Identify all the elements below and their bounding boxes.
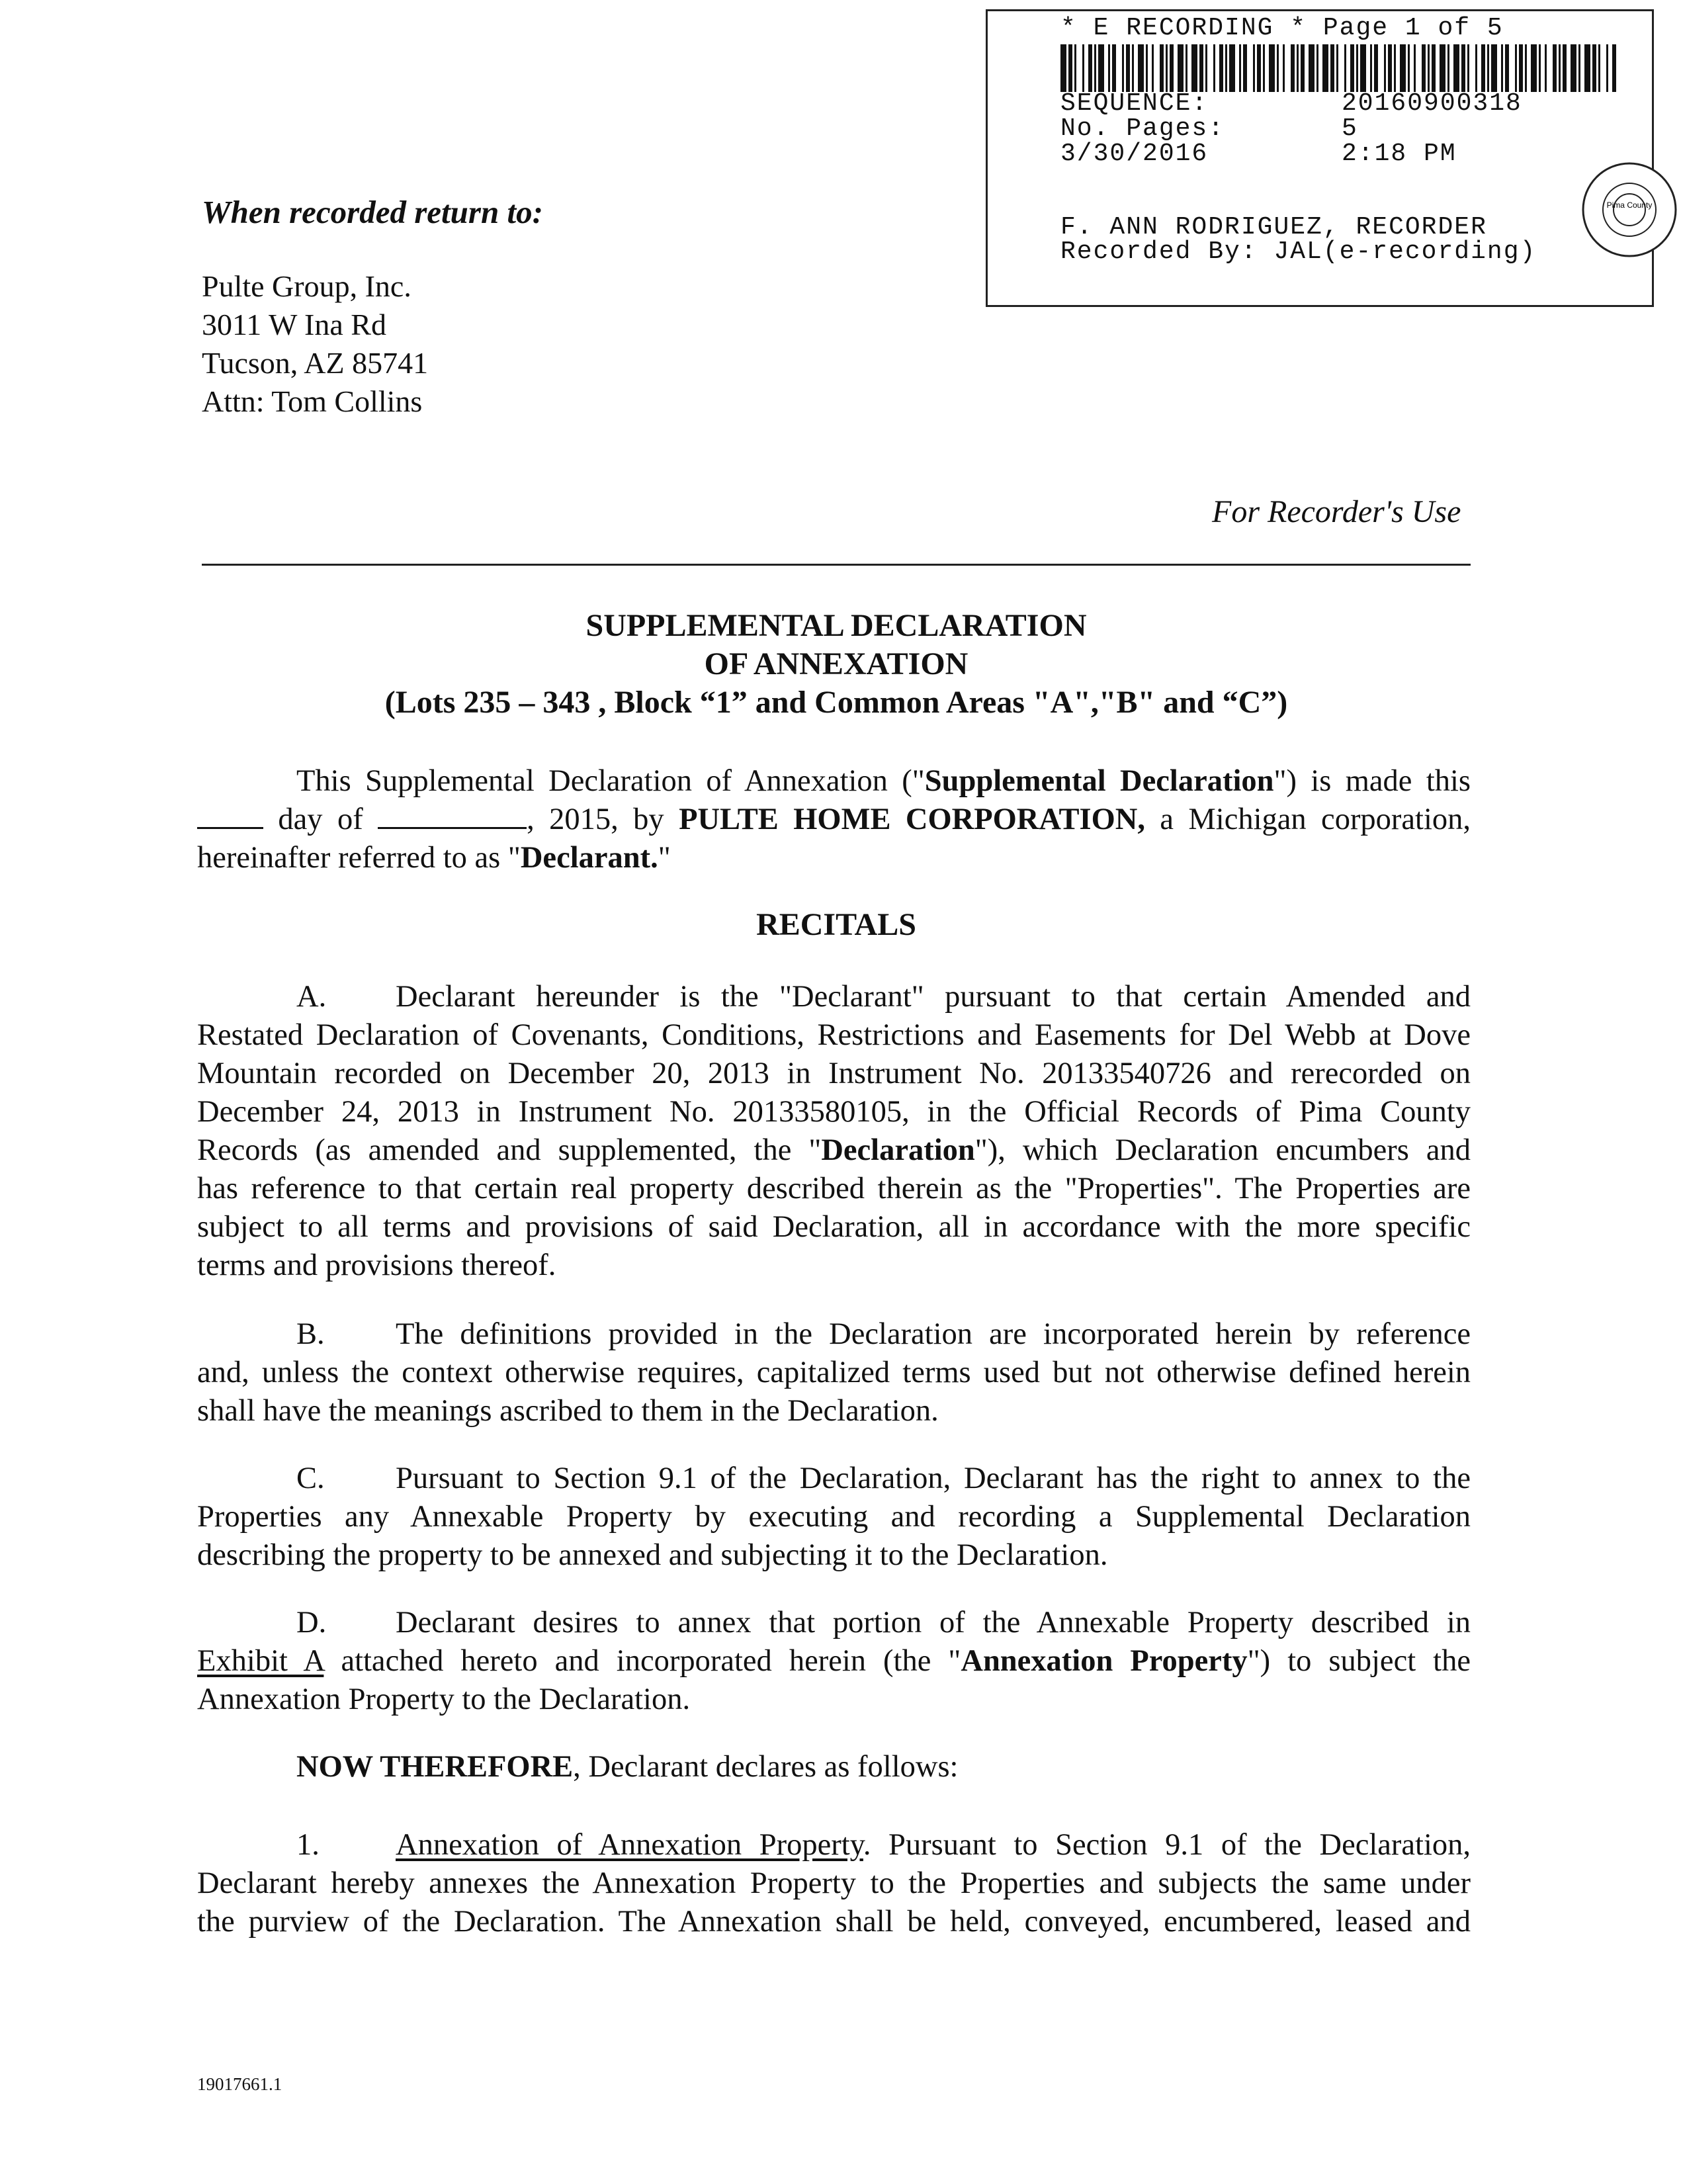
recital-b: B. The definitions provided in the Declaration are incorporated herein by reference and, unless the context otherwise requires, capitalized terms used but not otherwise defined herein shall have the meanings ascribed to them in the Declaration. xyxy=(197,1317,1471,1428)
barcode-bar xyxy=(1132,44,1134,92)
barcode-bar xyxy=(1291,44,1295,92)
seal-text: Pima County xyxy=(1606,200,1653,210)
barcode-bar xyxy=(1394,44,1396,92)
barcode-bar xyxy=(1229,44,1235,92)
title-subtitle: (Lots 235 – 343 , Block “1” and Common Areas "A","B" and “C”) xyxy=(384,685,1288,720)
barcode-bar xyxy=(1531,44,1537,92)
intro-paragraph: This Supplemental Declaration of Annexation ("Supplemental Declaration") is made this day of , 2015, by PULTE HOME CORPORATION, a Michigan corporation, hereinafter referred to as "Declarant." xyxy=(197,764,1471,875)
barcode-bar xyxy=(1098,44,1104,92)
barcode-bar xyxy=(1414,44,1416,92)
barcode-bar xyxy=(1160,44,1164,92)
barcode-bar xyxy=(1384,44,1386,92)
recital-a: A. Declarant hereunder is the "Declarant" pursuant to that certain Amended and Restated Declaration of Covenants, Conditions, Restrictions and Easements for Del Webb at Dove Mountain recorded on December 20, 2013 in Instrument No. 20133540726 and rerecorded on December 24, 2013 in Instrument No. 20133580105, in the Official Records of Pima County Records (as amended and supplemented, the "Declaration"), which Declaration encumbers and has reference to that certain real property described therein as the "Properties". The Properties are subject to all terms and provisions of said Declaration, all in accordance with the more specific terms and provisions thereof. xyxy=(197,980,1471,1282)
barcode-bar xyxy=(1257,44,1261,92)
barcode-bar xyxy=(1138,44,1144,92)
barcode-bar xyxy=(1243,44,1247,92)
barcode-bar xyxy=(1301,44,1305,92)
barcode-bar xyxy=(1068,44,1072,92)
barcode-bar xyxy=(1481,44,1485,92)
barcode-bar xyxy=(1199,44,1203,92)
barcode-bar xyxy=(1592,44,1596,92)
stamp-header: * E RECORDING * Page 1 of 5 xyxy=(1060,14,1504,42)
barcode-bar xyxy=(1060,44,1066,92)
now-therefore: NOW THEREFORE, Declarant declares as follows: xyxy=(296,1750,959,1784)
barcode-bar xyxy=(1253,44,1255,92)
day-blank xyxy=(197,803,263,829)
return-attn: Attn: Tom Collins xyxy=(202,384,423,418)
barcode-bar xyxy=(1388,44,1392,92)
barcode-bar xyxy=(1185,44,1187,92)
barcode-bar xyxy=(1088,44,1092,92)
page-title: SUPPLEMENTAL DECLARATION xyxy=(585,608,1087,643)
barcode-bar xyxy=(1360,44,1366,92)
recital-c: C. Pursuant to Section 9.1 of the Declaration, Declarant has the right to annex to the Properties any Annexable Property by executing and recording a Supplemental Declaration describing the property to be annexed and subjecting it to the Declaration. xyxy=(197,1462,1471,1572)
barcode-bar xyxy=(1126,44,1130,92)
sequence-label: SEQUENCE: xyxy=(1060,89,1209,118)
barcode-bar xyxy=(1283,44,1285,92)
barcode-bar xyxy=(1400,44,1406,92)
barcode-bar xyxy=(1563,44,1567,92)
barcode-bar xyxy=(1491,44,1497,92)
recorders-use-label: For Recorder's Use xyxy=(1212,494,1461,529)
barcode-bar xyxy=(1584,44,1590,92)
barcode-bar xyxy=(1501,44,1503,92)
barcode-bar xyxy=(1277,44,1279,92)
barcode-bar xyxy=(1170,44,1174,92)
sequence-value: 20160900318 xyxy=(1342,89,1522,118)
barcode xyxy=(1060,44,1616,92)
barcode-bar xyxy=(1428,44,1430,92)
barcode-bar xyxy=(1539,44,1541,92)
barcode-bar xyxy=(1112,44,1116,92)
recording-stamp xyxy=(986,9,1654,307)
barcode-bar xyxy=(1146,44,1148,92)
barcode-bar xyxy=(1461,44,1465,92)
return-to-label: When recorded return to: xyxy=(202,194,543,230)
section-1-heading: Annexation of Annexation Property xyxy=(396,1828,863,1862)
recorder-name: F. ANN RODRIGUEZ, RECORDER xyxy=(1060,213,1487,241)
month-blank xyxy=(378,803,527,829)
barcode-bar xyxy=(1447,44,1449,92)
barcode-bar xyxy=(1152,44,1154,92)
recording-time: 2:18 PM xyxy=(1342,140,1457,168)
recorded-by: Recorded By: JAL(e-recording) xyxy=(1060,238,1537,266)
barcode-bar xyxy=(1219,44,1223,92)
barcode-bar xyxy=(1269,44,1275,92)
barcode-bar xyxy=(1108,44,1110,92)
barcode-bar xyxy=(1322,44,1328,92)
barcode-bar xyxy=(1505,44,1509,92)
recording-date: 3/30/2016 xyxy=(1060,140,1209,168)
barcode-bar xyxy=(1166,44,1168,92)
title-line-2: OF ANNEXATION xyxy=(704,646,969,681)
barcode-bar xyxy=(1213,44,1215,92)
barcode-bar xyxy=(1453,44,1459,92)
barcode-bar xyxy=(1225,44,1227,92)
barcode-bar xyxy=(1316,44,1318,92)
return-company: Pulte Group, Inc. xyxy=(202,269,411,303)
barcode-bar xyxy=(1074,44,1076,92)
barcode-bar xyxy=(1178,44,1184,92)
barcode-bar xyxy=(1205,44,1207,92)
barcode-bar xyxy=(1467,44,1469,92)
section-1: 1. Annexation of Annexation Property. Pursuant to Section 9.1 of the Declaration, Declarant hereby annexes the Annexation Property to the Properties and subjects the same under the purview of the Declaration. The Annexation shall be held, conveyed, encumbered, leased and xyxy=(197,1828,1471,1939)
barcode-bar xyxy=(1432,44,1436,92)
barcode-bar xyxy=(1336,44,1338,92)
barcode-bar xyxy=(1356,44,1358,92)
barcode-bar xyxy=(1598,44,1600,92)
barcode-bar xyxy=(1525,44,1527,92)
barcode-bar xyxy=(1422,44,1426,92)
barcode-bar xyxy=(1297,44,1299,92)
barcode-bar xyxy=(1350,44,1354,92)
barcode-bar xyxy=(1191,44,1197,92)
barcode-bar xyxy=(1082,44,1084,92)
barcode-bar xyxy=(1239,44,1241,92)
exhibit-a-reference: Exhibit A xyxy=(197,1644,324,1678)
barcode-bar xyxy=(1309,44,1315,92)
document-number: 19017661.1 xyxy=(197,2074,282,2094)
barcode-bar xyxy=(1487,44,1489,92)
barcode-bar xyxy=(1571,44,1576,92)
recitals-heading: RECITALS xyxy=(756,907,916,942)
pages-value: 5 xyxy=(1342,114,1358,143)
barcode-bar xyxy=(1578,44,1580,92)
barcode-bar xyxy=(1094,44,1096,92)
barcode-bar xyxy=(1559,44,1561,92)
barcode-bar xyxy=(1344,44,1346,92)
barcode-bar xyxy=(1370,44,1372,92)
divider xyxy=(202,564,1471,566)
barcode-bar xyxy=(1612,44,1616,92)
return-street: 3011 W Ina Rd xyxy=(202,308,386,341)
barcode-bar xyxy=(1606,44,1608,92)
barcode-bar xyxy=(1515,44,1517,92)
barcode-bar xyxy=(1263,44,1265,92)
recital-d: D. Declarant desires to annex that portion of the Annexable Property described in Exhibit A attached hereto and incorporated herein (the "Annexation Property") to subject the Annexation Property to the Declaration. xyxy=(197,1606,1471,1716)
barcode-bar xyxy=(1519,44,1523,92)
barcode-bar xyxy=(1374,44,1378,92)
county-recorder-seal-icon xyxy=(1580,160,1679,259)
barcode-bar xyxy=(1475,44,1477,92)
barcode-bar xyxy=(1553,44,1557,92)
pages-label: No. Pages: xyxy=(1060,114,1225,143)
barcode-bar xyxy=(1408,44,1410,92)
barcode-bar xyxy=(1545,44,1547,92)
return-city: Tucson, AZ 85741 xyxy=(202,346,429,380)
barcode-bar xyxy=(1440,44,1445,92)
barcode-bar xyxy=(1122,44,1124,92)
barcode-bar xyxy=(1330,44,1334,92)
